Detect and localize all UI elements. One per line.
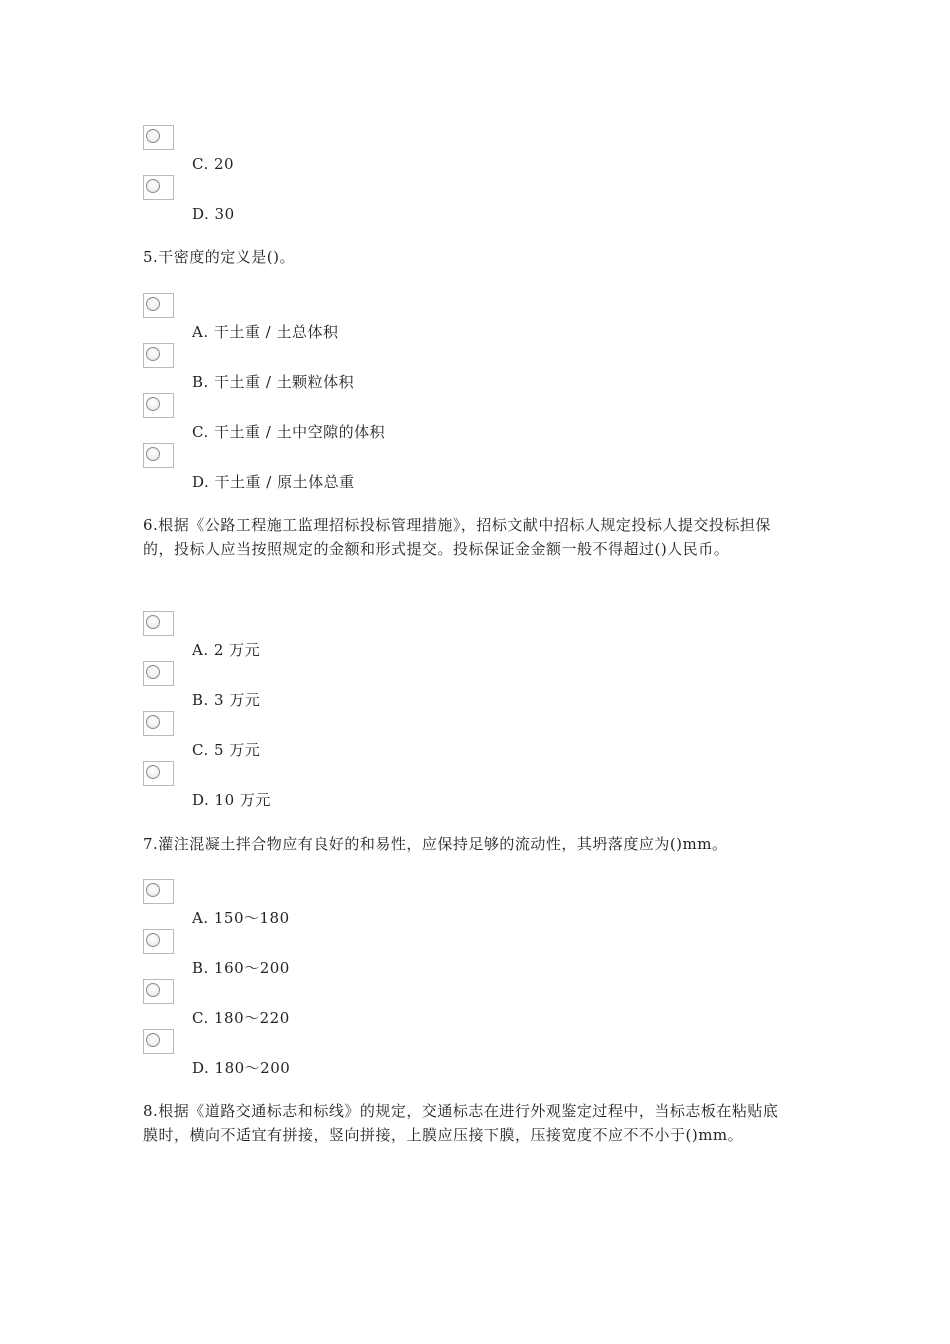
- question-text: 7.灌注混凝土拌合物应有良好的和易性，应保持足够的流动性，其坍落度应为()mm。: [143, 835, 728, 853]
- radio-circle-icon: [146, 129, 160, 143]
- radio-option-q5-c[interactable]: [143, 393, 174, 418]
- option-label: B. 160～200: [192, 959, 290, 977]
- radio-circle-icon: [146, 347, 160, 361]
- option-label: D. 30: [192, 205, 235, 223]
- radio-option-q4-2[interactable]: [143, 175, 174, 200]
- radio-option-q7-b[interactable]: [143, 929, 174, 954]
- question-text: 5.干密度的定义是()。: [143, 248, 296, 266]
- radio-option-q6-d[interactable]: [143, 761, 174, 786]
- radio-circle-icon: [146, 615, 160, 629]
- radio-option-q6-c[interactable]: [143, 711, 174, 736]
- radio-option-q5-d[interactable]: [143, 443, 174, 468]
- radio-option-q7-a[interactable]: [143, 879, 174, 904]
- question-text: 8.根据《道路交通标志和标线》的规定，交通标志在进行外观鉴定过程中，当标志板在粘贴底膜时，横向不适宜有拼接，竖向拼接，上膜应压接下膜，压接宽度不应不不小于()mm。: [143, 1102, 779, 1144]
- radio-option-q6-b[interactable]: [143, 661, 174, 686]
- radio-circle-icon: [146, 397, 160, 411]
- option-label: C. 180～220: [192, 1009, 290, 1027]
- radio-option-q5-b[interactable]: [143, 343, 174, 368]
- question-text: 6.根据《公路工程施工监理招标投标管理措施》，招标文献中招标人规定投标人提交投标担保的，投标人应当按照规定的金额和形式提交。投标保证金金额一般不得超过()人民币。: [143, 516, 771, 558]
- option-label: C. 5 万元: [192, 741, 261, 759]
- radio-option-q7-c[interactable]: [143, 979, 174, 1004]
- radio-circle-icon: [146, 665, 160, 679]
- radio-option-q5-a[interactable]: [143, 293, 174, 318]
- radio-option-q4-1[interactable]: [143, 125, 174, 150]
- radio-circle-icon: [146, 883, 160, 897]
- radio-circle-icon: [146, 765, 160, 779]
- option-label: A. 2 万元: [192, 641, 261, 659]
- option-label: B. 干土重 / 土颗粒体积: [192, 373, 355, 391]
- radio-option-q6-a[interactable]: [143, 611, 174, 636]
- option-label: A. 干土重 / 土总体积: [192, 323, 339, 341]
- radio-circle-icon: [146, 715, 160, 729]
- option-label: D. 180～200: [192, 1059, 291, 1077]
- radio-circle-icon: [146, 179, 160, 193]
- option-label: A. 150～180: [192, 909, 290, 927]
- radio-circle-icon: [146, 297, 160, 311]
- option-label: D. 10 万元: [192, 791, 271, 809]
- radio-option-q7-d[interactable]: [143, 1029, 174, 1054]
- radio-circle-icon: [146, 447, 160, 461]
- option-label: C. 20: [192, 155, 235, 173]
- radio-circle-icon: [146, 933, 160, 947]
- option-label: C. 干土重 / 土中空隙的体积: [192, 423, 386, 441]
- option-label: B. 3 万元: [192, 691, 261, 709]
- radio-circle-icon: [146, 1033, 160, 1047]
- option-label: D. 干土重 / 原土体总重: [192, 473, 355, 491]
- radio-circle-icon: [146, 983, 160, 997]
